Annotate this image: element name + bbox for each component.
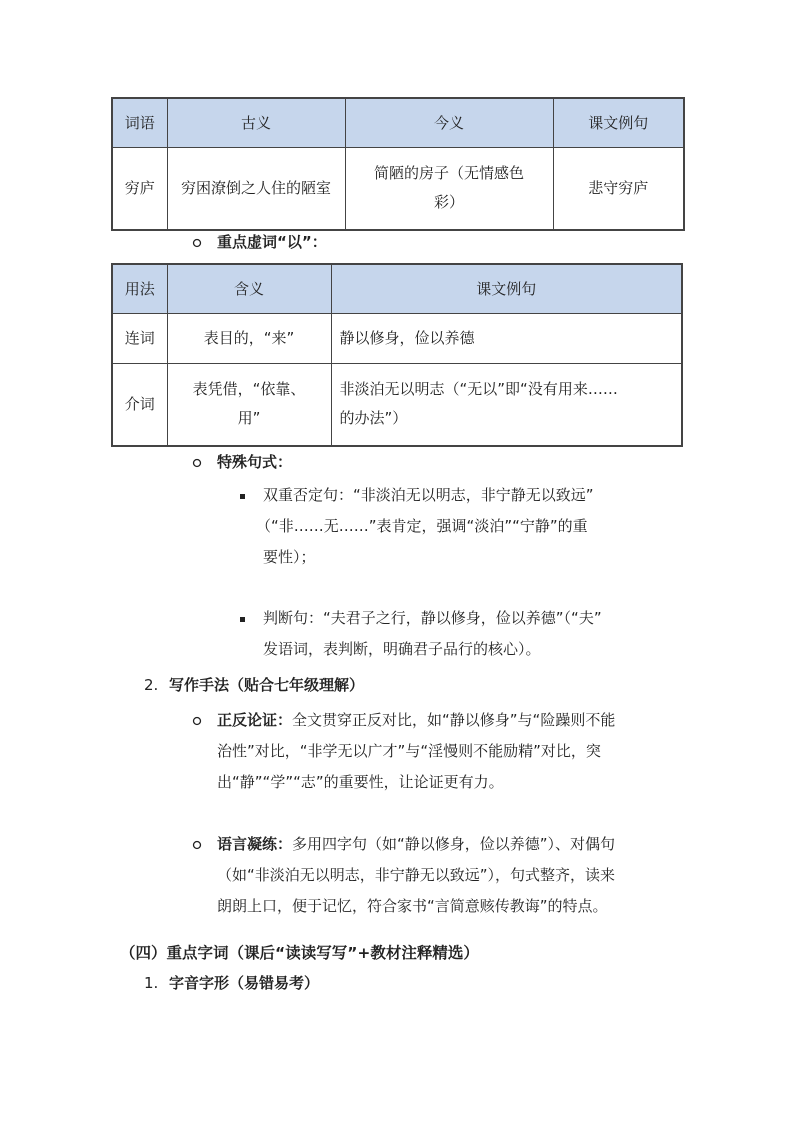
technique-item-line xyxy=(217,829,615,860)
cell-line: 用” xyxy=(237,409,261,428)
technique-term: 语言凝练： xyxy=(217,835,293,853)
table-header-row xyxy=(112,98,684,148)
table-cell xyxy=(331,364,682,446)
cell-line: 表凭借，“依靠、 xyxy=(192,380,306,399)
table-cell xyxy=(345,148,553,230)
technique-item-line: 出“静”“学”“志”的重要性，让论证更有力。 xyxy=(217,773,504,791)
section-number: 2. xyxy=(144,676,159,694)
item-number: 1. xyxy=(144,974,159,992)
table-header-cell: 词语 xyxy=(112,98,167,148)
table-header-cell: 今义 xyxy=(345,98,553,148)
technique-item-line: 朗朗上口，便于记忆，符合家书“言简意赅传教诲”的特点。 xyxy=(217,897,608,915)
hollow-bullet-icon xyxy=(192,458,204,470)
special-item-line: 要性）； xyxy=(263,548,316,566)
technique-item-line: 治性”对比，“非学无以广才”与“淫慢则不能励精”对比，突 xyxy=(217,742,601,760)
table-header-cell: 用法 xyxy=(112,264,167,314)
special-heading: 特殊句式： xyxy=(217,453,293,471)
cell-line: 非淡泊无以明志（“无以”即“没有用来…… xyxy=(339,380,618,399)
technique-text: 全文贯穿正反对比，如“静以修身”与“险躁则不能 xyxy=(292,711,616,729)
yi-heading: 重点虚词“以”： xyxy=(217,233,327,251)
technique-text: 多用四字句（如“静以修身，俭以养德”）、对偶句 xyxy=(292,835,616,853)
square-bullet-icon xyxy=(240,494,245,499)
table-cell: 穷庐 xyxy=(112,148,167,230)
special-item-line: 判断句：“夫君子之行，静以修身，俭以养德”（“夫” xyxy=(263,609,602,627)
table-header-cell: 古义 xyxy=(167,98,345,148)
table-header-cell: 课文例句 xyxy=(553,98,684,148)
table-cell: 悲守穷庐 xyxy=(553,148,684,230)
yi-usage-table xyxy=(111,263,683,447)
table-cell: 穷困潦倒之人住的陋室 xyxy=(167,148,345,230)
special-item-line: 发语词，表判断，明确君子品行的核心）。 xyxy=(263,640,541,658)
technique-term: 正反论证： xyxy=(217,711,293,729)
table-cell: 介词 xyxy=(112,364,167,446)
table-row xyxy=(112,364,682,446)
table-header-row xyxy=(112,264,682,314)
section4-heading: （四）重点字词（课后“读读写写”+教材注释精选） xyxy=(120,944,479,962)
technique-item-line: （如“非淡泊无以明志，非宁静无以致远”），句式整齐，读来 xyxy=(217,866,616,884)
table-cell xyxy=(167,364,331,446)
square-bullet-icon xyxy=(240,617,245,622)
section-title: 写作手法（贴合七年级理解） xyxy=(169,676,365,694)
cell-line: 的办法”） xyxy=(339,409,408,428)
special-item-line: 双重否定句：“非淡泊无以明志，非宁静无以致远” xyxy=(263,486,594,504)
table-cell: 连词 xyxy=(112,314,167,364)
special-item-line: （“非……无……”表肯定，强调“淡泊”“宁静”的重 xyxy=(256,517,588,535)
cell-line: 简陋的房子（无情感色 xyxy=(373,164,524,183)
cell-line: 彩） xyxy=(433,193,464,212)
item-title: 字音字形（易错易考） xyxy=(169,974,320,992)
hollow-bullet-icon xyxy=(192,716,204,728)
table-row xyxy=(112,148,684,230)
table-cell: 表目的，“来” xyxy=(167,314,331,364)
vocab-table xyxy=(111,97,685,231)
table-header-cell: 含义 xyxy=(167,264,331,314)
table-cell: 静以修身，俭以养德 xyxy=(331,314,682,364)
table-header-cell: 课文例句 xyxy=(331,264,682,314)
technique-item-line xyxy=(217,705,615,736)
hollow-bullet-icon xyxy=(192,238,204,250)
table-row xyxy=(112,314,682,364)
hollow-bullet-icon xyxy=(192,840,204,852)
